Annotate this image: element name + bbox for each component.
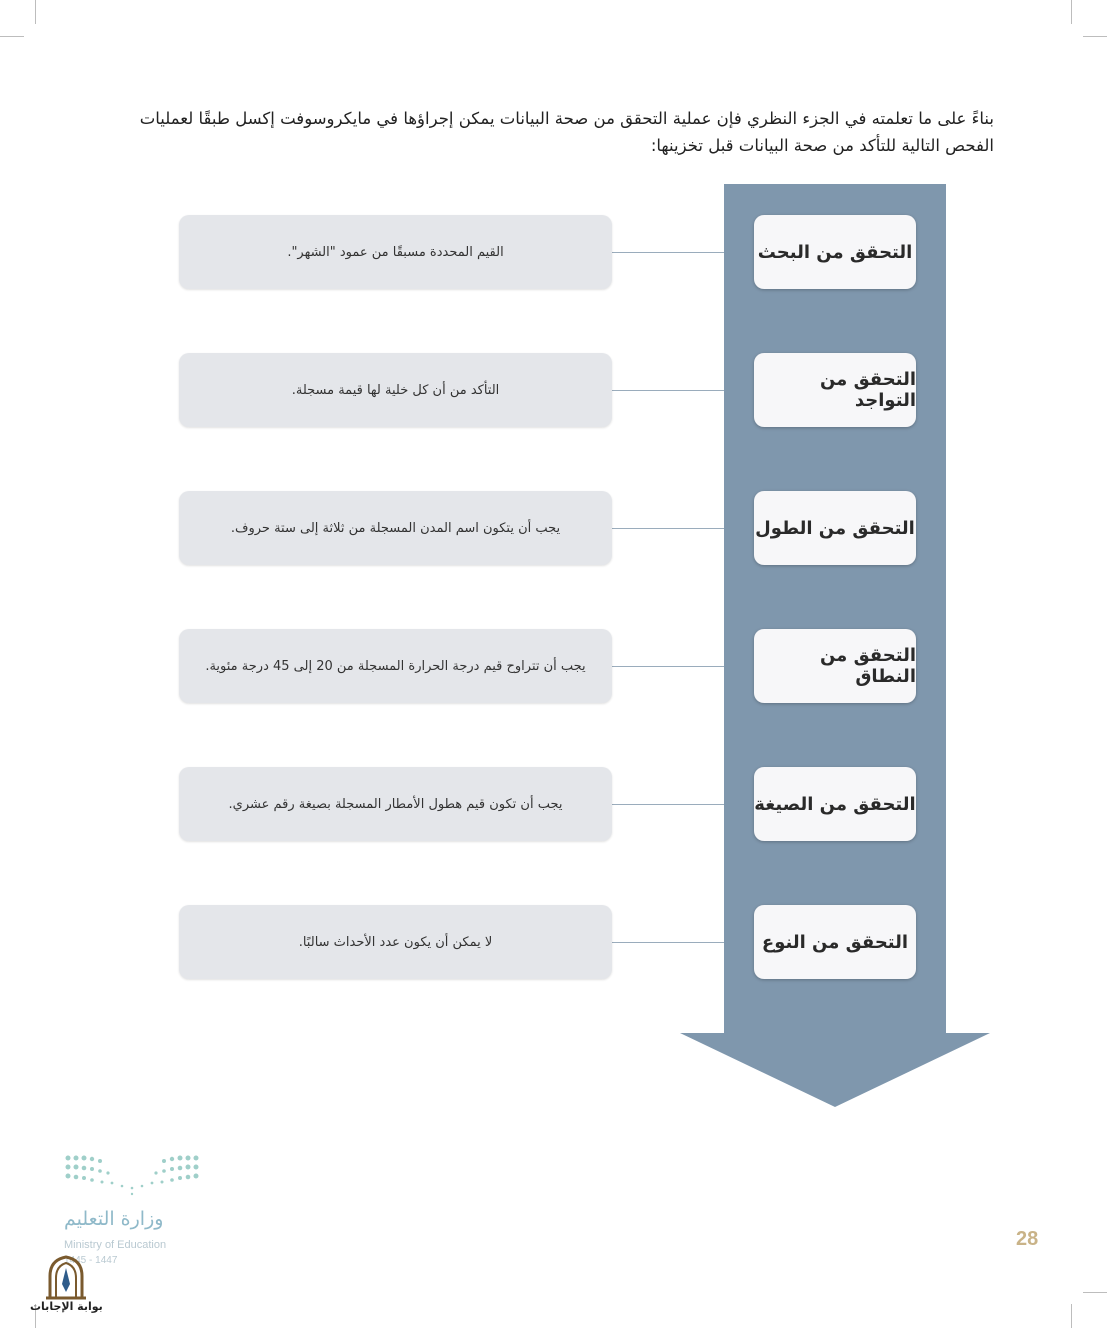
check-presence: التحقق من التواجد bbox=[754, 353, 916, 427]
connector-line bbox=[601, 390, 724, 391]
connector-line bbox=[601, 252, 724, 253]
check-format: التحقق من الصيغة bbox=[754, 767, 916, 841]
connector-line bbox=[601, 804, 724, 805]
connector-line bbox=[601, 528, 724, 529]
crop-mark bbox=[1083, 1292, 1107, 1293]
check-type: التحقق من النوع bbox=[754, 905, 916, 979]
presence-description: التأكد من أن كل خلية لها قيمة مسجلة. bbox=[179, 353, 612, 427]
check-length: التحقق من الطول bbox=[754, 491, 916, 565]
check-lookup: التحقق من البحث bbox=[754, 215, 916, 289]
watermark-text: بوابة الإجابات bbox=[30, 1300, 103, 1313]
type-description: لا يمكن أن يكون عدد الأحداث سالبًا. bbox=[179, 905, 612, 979]
lookup-description: القيم المحددة مسبقًا من عمود "الشهر". bbox=[179, 215, 612, 289]
format-description: يجب أن تكون قيم هطول الأمطار المسجلة بصيغة رقم عشري. bbox=[179, 767, 612, 841]
crop-mark bbox=[1071, 1304, 1072, 1328]
connector-line bbox=[601, 942, 724, 943]
connector-line bbox=[601, 666, 724, 667]
crop-mark bbox=[1083, 36, 1107, 37]
ministry-name-english: Ministry of Education bbox=[64, 1239, 167, 1251]
watermark-logo-icon bbox=[44, 1254, 88, 1302]
crop-mark bbox=[1071, 0, 1072, 24]
page-number: 28 bbox=[1016, 1228, 1039, 1250]
crop-mark bbox=[35, 0, 36, 24]
check-range: التحقق من النطاق bbox=[754, 629, 916, 703]
intro-paragraph: بناءً على ما تعلمته في الجزء النظري فإن عملية التحقق من صحة البيانات يمكن إجراؤها في مايكروسوفت إكسل طبقًا لعمليات الفحص التالية للتأكد من صحة البيانات قبل تخزينها: bbox=[139, 108, 994, 155]
length-description: يجب أن يتكون اسم المدن المسجلة من ثلاثة إلى ستة حروف. bbox=[179, 491, 612, 565]
crop-mark bbox=[0, 36, 24, 37]
range-description: يجب أن تتراوح قيم درجة الحرارة المسجلة من 20 إلى 45 درجة مئوية. bbox=[179, 629, 612, 703]
ministry-name-arabic: وزارة التعليم bbox=[64, 1208, 164, 1230]
ministry-years: 1445 - 1447 bbox=[64, 1255, 118, 1266]
